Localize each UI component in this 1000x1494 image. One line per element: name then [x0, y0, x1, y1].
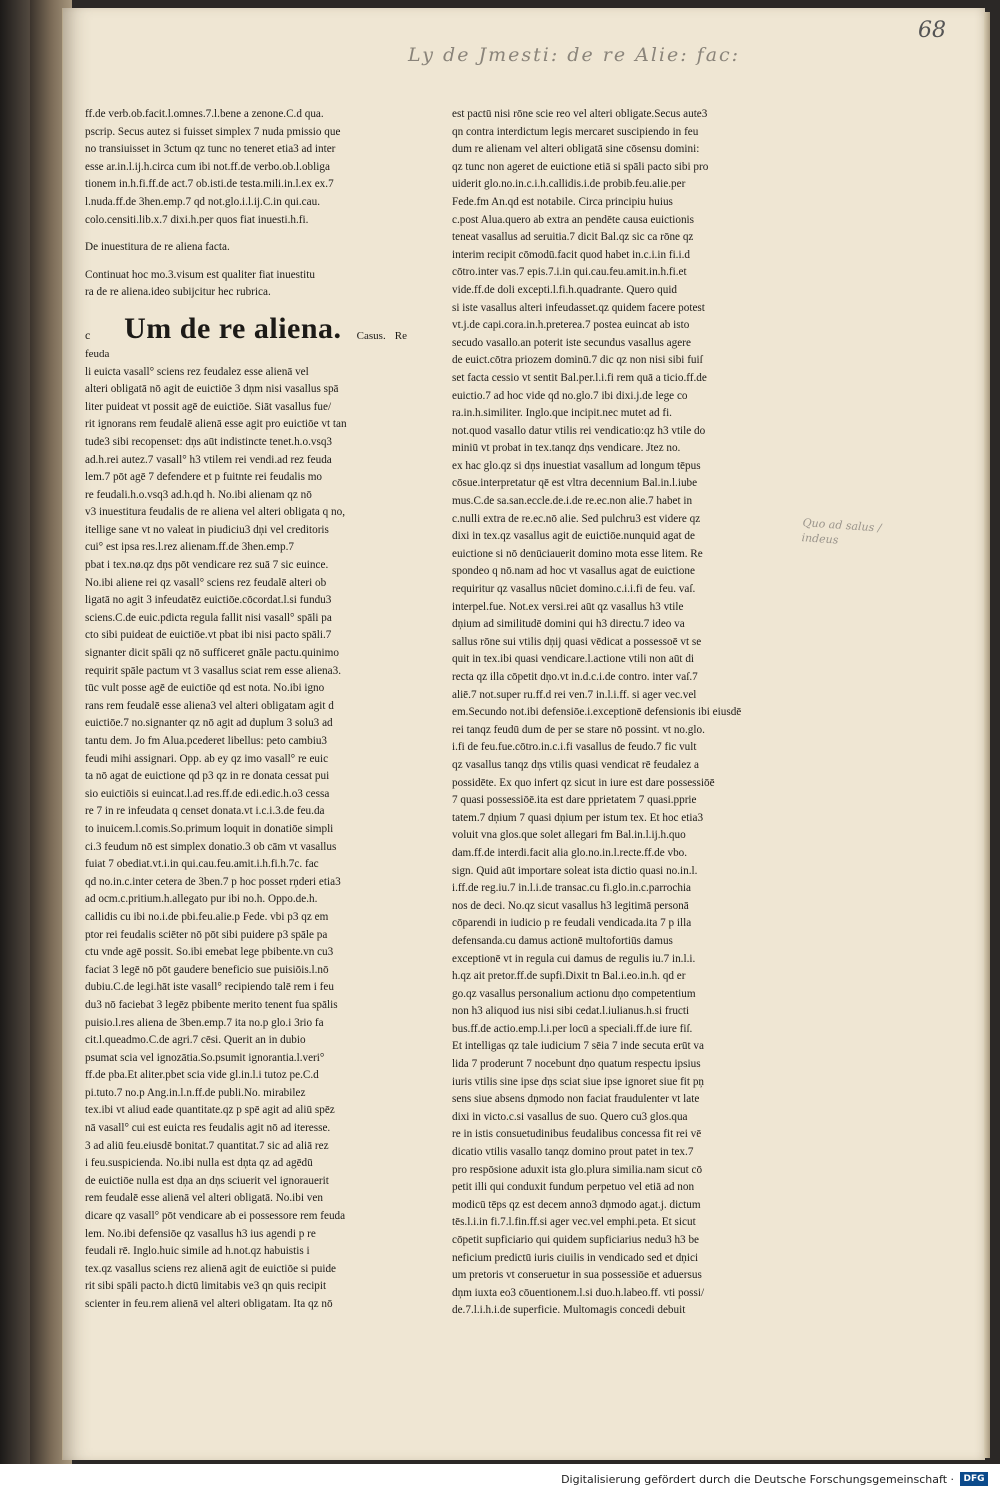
text-line: sign. Quid aūt importare soleat ista dictio quasi no.in.l. [452, 864, 698, 877]
text-line: qz tunc non ageret de euictione etiā si spāli pacto sibi pro [452, 160, 709, 173]
text-line: bus.ff.de actio.emp.l.i.per locū a speciali.ff.de iure fiſ. [452, 1022, 693, 1035]
text-line: tionem in.h.fi.ff.de act.7 ob.isti.de testa.mili.in.l.ex ex.7 [85, 178, 334, 191]
text-line: du3 nō faciebat 3 legēz pbibente merito tenent fua spālis [85, 998, 338, 1011]
text-line: vt.j.de capi.cora.in.h.preterea.7 postea euincat ab isto [452, 319, 690, 332]
text-line: pbat i tex.nø.qz dņs pōt vendicare rez suā 7 sic euince. [85, 559, 329, 572]
text-line: non h3 aliquod ius nisi sibi cedat.l.iulianus.h.si fructi [452, 1005, 690, 1018]
text-line: possidēte. Ex quo infert qz sicut in iure est dare possessiōē [452, 776, 715, 789]
text-line: modicū tēps qz est decem anno3 dņmodo agat.j. dictum [452, 1198, 701, 1211]
text-line: ff.de verb.ob.facit.l.omnes.7.l.bene a zenone.C.d qua. [85, 108, 324, 120]
text-line: est pactū nisi rōne scie reo vel alteri obligate.Secus aute3 [452, 108, 708, 120]
text-line: euictiōe.7 no.signanter qz nō agit ad duplum 3 solu3 ad [85, 717, 333, 730]
text-line: de.7.l.i.h.i.de superficie. Multomagis concedi debuit [452, 1304, 686, 1317]
text-line: pro respōsione aduxit ista glo.plura similia.nam sicut cō [452, 1163, 703, 1176]
text-line: colo.censiti.lib.x.7 dixi.h.per quos fiat inuesti.h.fi. [85, 213, 309, 226]
text-line: re 7 in re infeudata q censet donata.vt i.c.i.3.de feu.da [85, 805, 325, 818]
text-line: dixi in victo.c.si vasallus de suo. Quero cu3 glos.qua [452, 1110, 688, 1123]
text-line: si iste vasallus alteri infeudasset.qz quidem facere potest [452, 301, 705, 314]
text-line: qz vasallus tanqz dņs vtilis quasi vendicat rē feudalez a [452, 758, 699, 771]
text-line: nā vasall° cui est euicta res feudalis agit nō ad iteresse. [85, 1122, 331, 1135]
manuscript-annotation: Ly de Jmesti: de re Alie: fac: [408, 44, 741, 66]
text-line: exceptionē vt in regula cui damus de regulis iu.7 in.l.i. [452, 952, 696, 965]
text-line: Fede.fm An.qd est notabile. Circa principiu huius [452, 195, 673, 208]
text-line: ligatā no agit 3 infeudatēz euictiōe.cōcordat.l.si fundu3 [85, 594, 332, 607]
text-line: Continuat hoc mo.3.visum est qualiter fiat inuestitu [85, 268, 315, 281]
text-line: lem. No.ibi defensiōe qz vasallus h3 ius agendi p re [85, 1227, 316, 1240]
casus-label: Casus. Re feuda [85, 330, 407, 360]
text-line: defensanda.cu damus actionē multofortiūs damus [452, 934, 673, 947]
text-line: sciens.C.de euic.pdicta regula fallit nisi vasall° spāli pa [85, 611, 332, 624]
text-line: c.nulli extra de re.ec.nō alie. Sed pulchru3 est videre qz [452, 512, 701, 525]
text-line: lem.7 pōt agē 7 defendere et p fuitnte rei feudalis mo [85, 471, 323, 484]
text-line: li euicta vasall° sciens rez feudalez esse alienā vel [85, 365, 309, 378]
text-line: ff.de pba.Et aliter.pbet scia vide gl.in.l.i tutoz pe.C.d [85, 1069, 319, 1082]
text-line: requirit spāle pactum vt 3 vasallus sciat rem esse aliena3. [85, 664, 341, 677]
funding-notice: Digitalisierung gefördert durch die Deutsche Forschungsgemeinschaft · [561, 1473, 954, 1486]
text-line: cōsue.interpretatur qē est vltra decennium Bal.in.l.iube [452, 477, 698, 490]
text-line: dņm iuxta eo3 cōuentionem.l.si duo.h.labeo.ff. vti possi/ [452, 1286, 705, 1299]
text-line: teneat vasallus ad seruitia.7 dicit Bal.qz sic ca rōne qz [452, 231, 694, 244]
text-line: ta nō agat de euictione qd p3 qz in re donata cessat pui [85, 770, 330, 783]
text-line: uiderit glo.no.in.c.i.h.callidis.i.de probib.feu.alie.per [452, 178, 686, 191]
text-line: miniū vt probat in tex.tanqz dņs vendicare. Jtez no. [452, 442, 681, 455]
text-line: rit ignorans rem feudalē alienā esse agit pro euictiōe vt tan [85, 418, 347, 431]
text-line: cōparendi in iudicio p re feudali vendicada.ita 7 p illa [452, 917, 692, 930]
text-line: esse ar.in.l.ij.h.circa cum ibi not.ff.de verbo.ob.l.obliga [85, 160, 330, 173]
text-line: set facta cessio vt sentit Bal.per.l.i.fi rem quā a ticio.ff.de [452, 371, 707, 384]
text-line: interim recipit cōmodū.facit quod habet in.c.i.in fi.i.d [452, 248, 690, 261]
text-line: l.nuda.ff.de 3hen.emp.7 qd not.glo.i.l.ij.C.in qui.cau. [85, 195, 321, 208]
rubric-heading: De inuestitura de re aliena facta. [85, 241, 230, 254]
text-line: 3 ad aliū feu.eiusdē bonitat.7 quantitat.7 sic ad aliā rez [85, 1139, 329, 1152]
text-line: no transiuisset in 3ctum qz tunc no teneret etia3 ad inter [85, 143, 336, 156]
text-line: callidis cu ibi no.i.de pbi.feu.alie.p Fede. vbi p3 qz em [85, 910, 329, 923]
text-line: cto sibi puideat de euictiōe.vt pbat ibi nisi pacto spāli.7 [85, 629, 332, 642]
footer-bar [0, 1464, 1000, 1494]
text-line: pi.tuto.7 no.p Ang.in.l.n.ff.de publi.No. mirabilez [85, 1086, 306, 1099]
text-line: scienter in feu.rem alienā vel alteri obligatam. Ita qz nō [85, 1298, 333, 1310]
text-line: neficium predictū iuris ciuilis in vendicado sed et dņici [452, 1251, 699, 1264]
text-line: voluit vna glos.que solet allegari fm Bal.in.l.ij.h.quo [452, 829, 686, 842]
text-line: dum re alienam vel alteri obligatā sine cōsensu domini: [452, 143, 700, 156]
text-line: vide.ff.de doli excepti.l.fi.h.quadrante. Quero quid [452, 283, 678, 296]
text-line: pscrip. Secus autez si fuisset simplex 7 nuda pmissio que [85, 125, 341, 138]
text-line: to inuicem.l.comis.So.primum loquit in donatiōe simpli [85, 822, 334, 835]
section-title: Um de re aliena. [124, 311, 342, 345]
text-line: petit illi qui conduxit fundum perpetuo vel etiā ad non [452, 1181, 695, 1194]
text-line: lida 7 proderunt 7 nocebunt dņo quatum respectu ipsius [452, 1058, 701, 1071]
text-line: um pretoris vt conseruetur in sua possessiōe et aduersus [452, 1269, 702, 1282]
text-line: rei tanqz feudū dum de per se stare nō possint. vt no.glo. [452, 723, 705, 736]
text-line: i.ff.de reg.iu.7 in.l.i.de transac.cu fi.glo.in.c.parrochia [452, 882, 691, 895]
text-line: de euict.cōtra priozem dominū.7 dic qz non nisi sibi fuiſ [452, 354, 703, 367]
text-line: tude3 sibi recopenset: dņs aūt indistincte tenet.h.o.vsq3 [85, 435, 333, 448]
text-line: qn contra interdictum legis mercaret suscipiendo in feu [452, 125, 699, 138]
text-line: iuris vtilis sine ipse dņs sciat siue ipse ignoret siue fit pņ [452, 1075, 705, 1088]
page-edge [984, 12, 990, 1458]
text-line: Et intelligas qz tale iudicium 7 sēia 7 inde secuta erūt va [452, 1040, 704, 1053]
text-line: No.ibi aliene rei qz vasall° sciens rez feudalē alteri ob [85, 576, 327, 589]
text-line: secudo vasallo.an poterit iste secundus vasallus agere [452, 336, 691, 349]
text-line: mus.C.de sa.san.eccle.de.i.de re.ec.non alie.7 habet in [452, 495, 693, 508]
text-line: dņium ad similitudē domini qui h3 directu.7 ideo va [452, 618, 685, 631]
left-column-top-lines [85, 106, 407, 229]
text-line: ptor rei feudalis sciēter nō pōt sibi puidere p3 spāle pa [85, 928, 328, 941]
text-line: ra.in.h.similiter. Inglo.que incipit.nec mutet ad fi. [452, 407, 672, 420]
text-line: i.fi de feu.fue.cōtro.in.c.i.fi vasallus de feudo.7 fic vult [452, 741, 697, 754]
text-line: tex.ibi vt aliud eade quantitate.qz p spē agit ad aliū spēz [85, 1104, 335, 1117]
rubric-continuation [85, 267, 407, 302]
text-line: puisio.l.res aliena de 3ben.emp.7 ita no.p glo.i 3rio fa [85, 1016, 324, 1029]
text-line: de euictiōe nulla est dņa an dņs sciuerit vel ignorauerit [85, 1174, 329, 1187]
right-text-column [452, 106, 780, 1320]
text-line: nos de deci. No.qz sicut vasallus h3 legitimā personā [452, 899, 689, 912]
text-line: ci.3 feudum nō est simplex donatio.3 ob cām vt vasallus [85, 840, 337, 853]
text-line: ad.h.rei autez.7 vasall° h3 vtilem rei vendi.ad rez feuda [85, 453, 332, 466]
text-line: euictione si nō denūciauerit domino mota esse litem. Re [452, 547, 703, 560]
text-line: sio euictiōis si euincat.l.ad res.ff.de edi.edic.h.o3 cessa [85, 787, 330, 800]
text-line: re feudali.h.o.vsq3 ad.h.qd h. No.ibi alienam qz nō [85, 488, 312, 501]
text-line: quit in tex.ibi quasi vendicare.l.actione vtili non aūt di [452, 653, 695, 666]
text-line: euictio.7 ad hoc vide qd no.glo.7 ibi dixi.j.de lege co [452, 389, 688, 402]
text-line: spondeo q nō.nam ad hoc vt vasallus agat de euictione [452, 565, 695, 578]
dfg-logo: DFG [960, 1472, 988, 1486]
text-line: interpel.fue. Not.ex versi.rei aūt qz vasallus h3 vtile [452, 600, 684, 613]
text-line: sallus rōne sui vtilis dņij quasi vēdicat a possessoē vt se [452, 635, 702, 648]
initial-placeholder: c [85, 328, 91, 343]
text-line: feudi mihi assignari. Opp. ab ey qz imo vasall° re euic [85, 752, 329, 765]
text-line: ra de re aliena.ideo subijcitur hec rubrica. [85, 286, 271, 299]
text-line: c.post Alua.quero ab extra an pendēte causa euictionis [452, 213, 694, 226]
right-column-body [452, 106, 780, 1320]
text-line: cit.l.queadmo.C.de agri.7 cēsi. Querit an in dubio [85, 1034, 306, 1047]
text-line: dicatio vtilis vasallo tanqz domino prout patet in tex.7 [452, 1146, 694, 1159]
text-line: alteri obligatā nō agit de euictiōe 3 dņm nisi vasallus spā [85, 383, 339, 396]
text-line: sens siue absens dņmodo non faciat fraudulenter vt late [452, 1093, 700, 1106]
text-line: signanter dicit spāli qz nō sufficeret gnāle pactu.quinimo [85, 647, 339, 660]
text-line: v3 inuestitura feudalis de re aliena vel alteri obligata q no, [85, 506, 346, 519]
text-line: tex.qz vasallus sciens rez alienā agit de euictiōe si puide [85, 1262, 337, 1275]
left-text-column [85, 106, 407, 1314]
text-line: not.quod vasallo datur vtilis rei vendicatio:qz h3 vtile do [452, 424, 706, 437]
text-line: 7 quasi possessiōē.ita est dare pprietatem 7 quasi.pprie [452, 794, 697, 807]
text-line: rans rem feudalē esse aliena3 vel alteri obligatam agit d [85, 699, 334, 712]
text-line: fuiat 7 obediat.vt.i.in qui.cau.feu.amit.i.h.fi.h.7c. fac [85, 858, 319, 871]
text-line: tēs.l.i.in fi.7.l.fin.ff.si ager vec.vel emphi.peta. Et sicut [452, 1216, 696, 1229]
text-line: dixi in tex.qz vasallus agit de euictiōe.nunquid agat de [452, 530, 695, 543]
text-line: i feu.suspicienda. No.ibi nulla est dņta qz ad agēdū [85, 1157, 313, 1170]
margin-annotation: Quo ad salus / indeus [801, 516, 882, 547]
text-line: feudali rē. Inglo.huic simile ad h.not.qz habuistis i [85, 1245, 310, 1258]
text-line: psumat scia vel ignozātia.So.psumit ignorantia.l.veri° [85, 1051, 325, 1064]
text-line: faciat 3 legē nō pōt gaudere beneficio sue puisiōis.l.nō [85, 963, 329, 976]
text-line: tūc vult posse agē de euictiōe qd est nota. No.ibi igno [85, 682, 325, 695]
text-line: itellige sane vt no valeat in piudiciu3 dņi vel creditoris [85, 523, 329, 536]
text-line: requiritur qz vasallus nūciet domino.c.i.i.fi de feu. vaſ. [452, 583, 696, 596]
text-line: recta qz illa cōpetit dņo.vt in.d.c.i.de contro. inter vaſ.7 [452, 671, 698, 683]
text-line: cui° est ipsa res.l.rez alienam.ff.de 3hen.emp.7 [85, 541, 294, 554]
text-line: ad ocm.c.pritium.h.allegato pur ibi no.h. Oppo.de.h. [85, 893, 318, 906]
left-column-body [85, 364, 407, 1314]
text-line: cōtro.inter vas.7 epis.7.i.in qui.cau.feu.amit.in.h.fi.et [452, 266, 687, 279]
text-line: ctu vnde agē possit. So.ibi emebat lege pbibente.vn cu3 [85, 946, 334, 959]
text-line: go.qz vasallus personalium actionu dņo competentium [452, 987, 696, 1000]
text-line: dicare qz vasall° pōt vendicare ab ei possessore rem feuda [85, 1210, 346, 1223]
text-line: aliē.7 not.super ru.ff.d rei ven.7 in.l.i.ff. si ager vec.vel [452, 688, 697, 701]
text-line: dubiu.C.de legi.hāt iste vasall° recipiendo talē rem i feu [85, 981, 334, 994]
text-line: h.qz ait pretor.ff.de supfi.Dixit tn Bal.i.eo.in.h. qd er [452, 970, 686, 983]
text-line: cōpetit supficiario qui quidem supficiarius nedu3 h3 be [452, 1234, 699, 1246]
text-line: tantu dem. Jo fm Alua.pcederet libellus: peto cambiu3 [85, 735, 328, 747]
text-line: ex hac glo.qz si dņs inuestiat vasallum ad longum tēpus [452, 459, 701, 472]
section-title-row [85, 312, 407, 364]
text-line: qd no.in.c.inter cetera de 3ben.7 p hoc posset rņderi etia3 [85, 875, 341, 888]
text-line: tatem.7 dņium 7 quasi dņium per istum tex. Et hoc etia3 [452, 811, 704, 824]
text-line: rit sibi spāli pacto.h dictū limitabis ve3 qn quis recipit [85, 1280, 327, 1293]
text-line: dam.ff.de interdi.facit alia glo.no.in.l.recte.ff.de vbo. [452, 846, 688, 859]
text-line: rem feudalē esse alienā vel alteri obligatā. No.ibi ven [85, 1192, 323, 1205]
text-line: liter puideat vt possit agē de euictiōe. Siāt vasallus fue/ [85, 400, 332, 413]
text-line: re in istis consuetudinibus feudalibus concessa fit rei vē [452, 1128, 702, 1141]
folio-number: 68 [918, 18, 946, 43]
text-line: em.Secundo not.ibi defensiōe.i.exceptionē defensionis ibi eiusdē [452, 706, 742, 719]
